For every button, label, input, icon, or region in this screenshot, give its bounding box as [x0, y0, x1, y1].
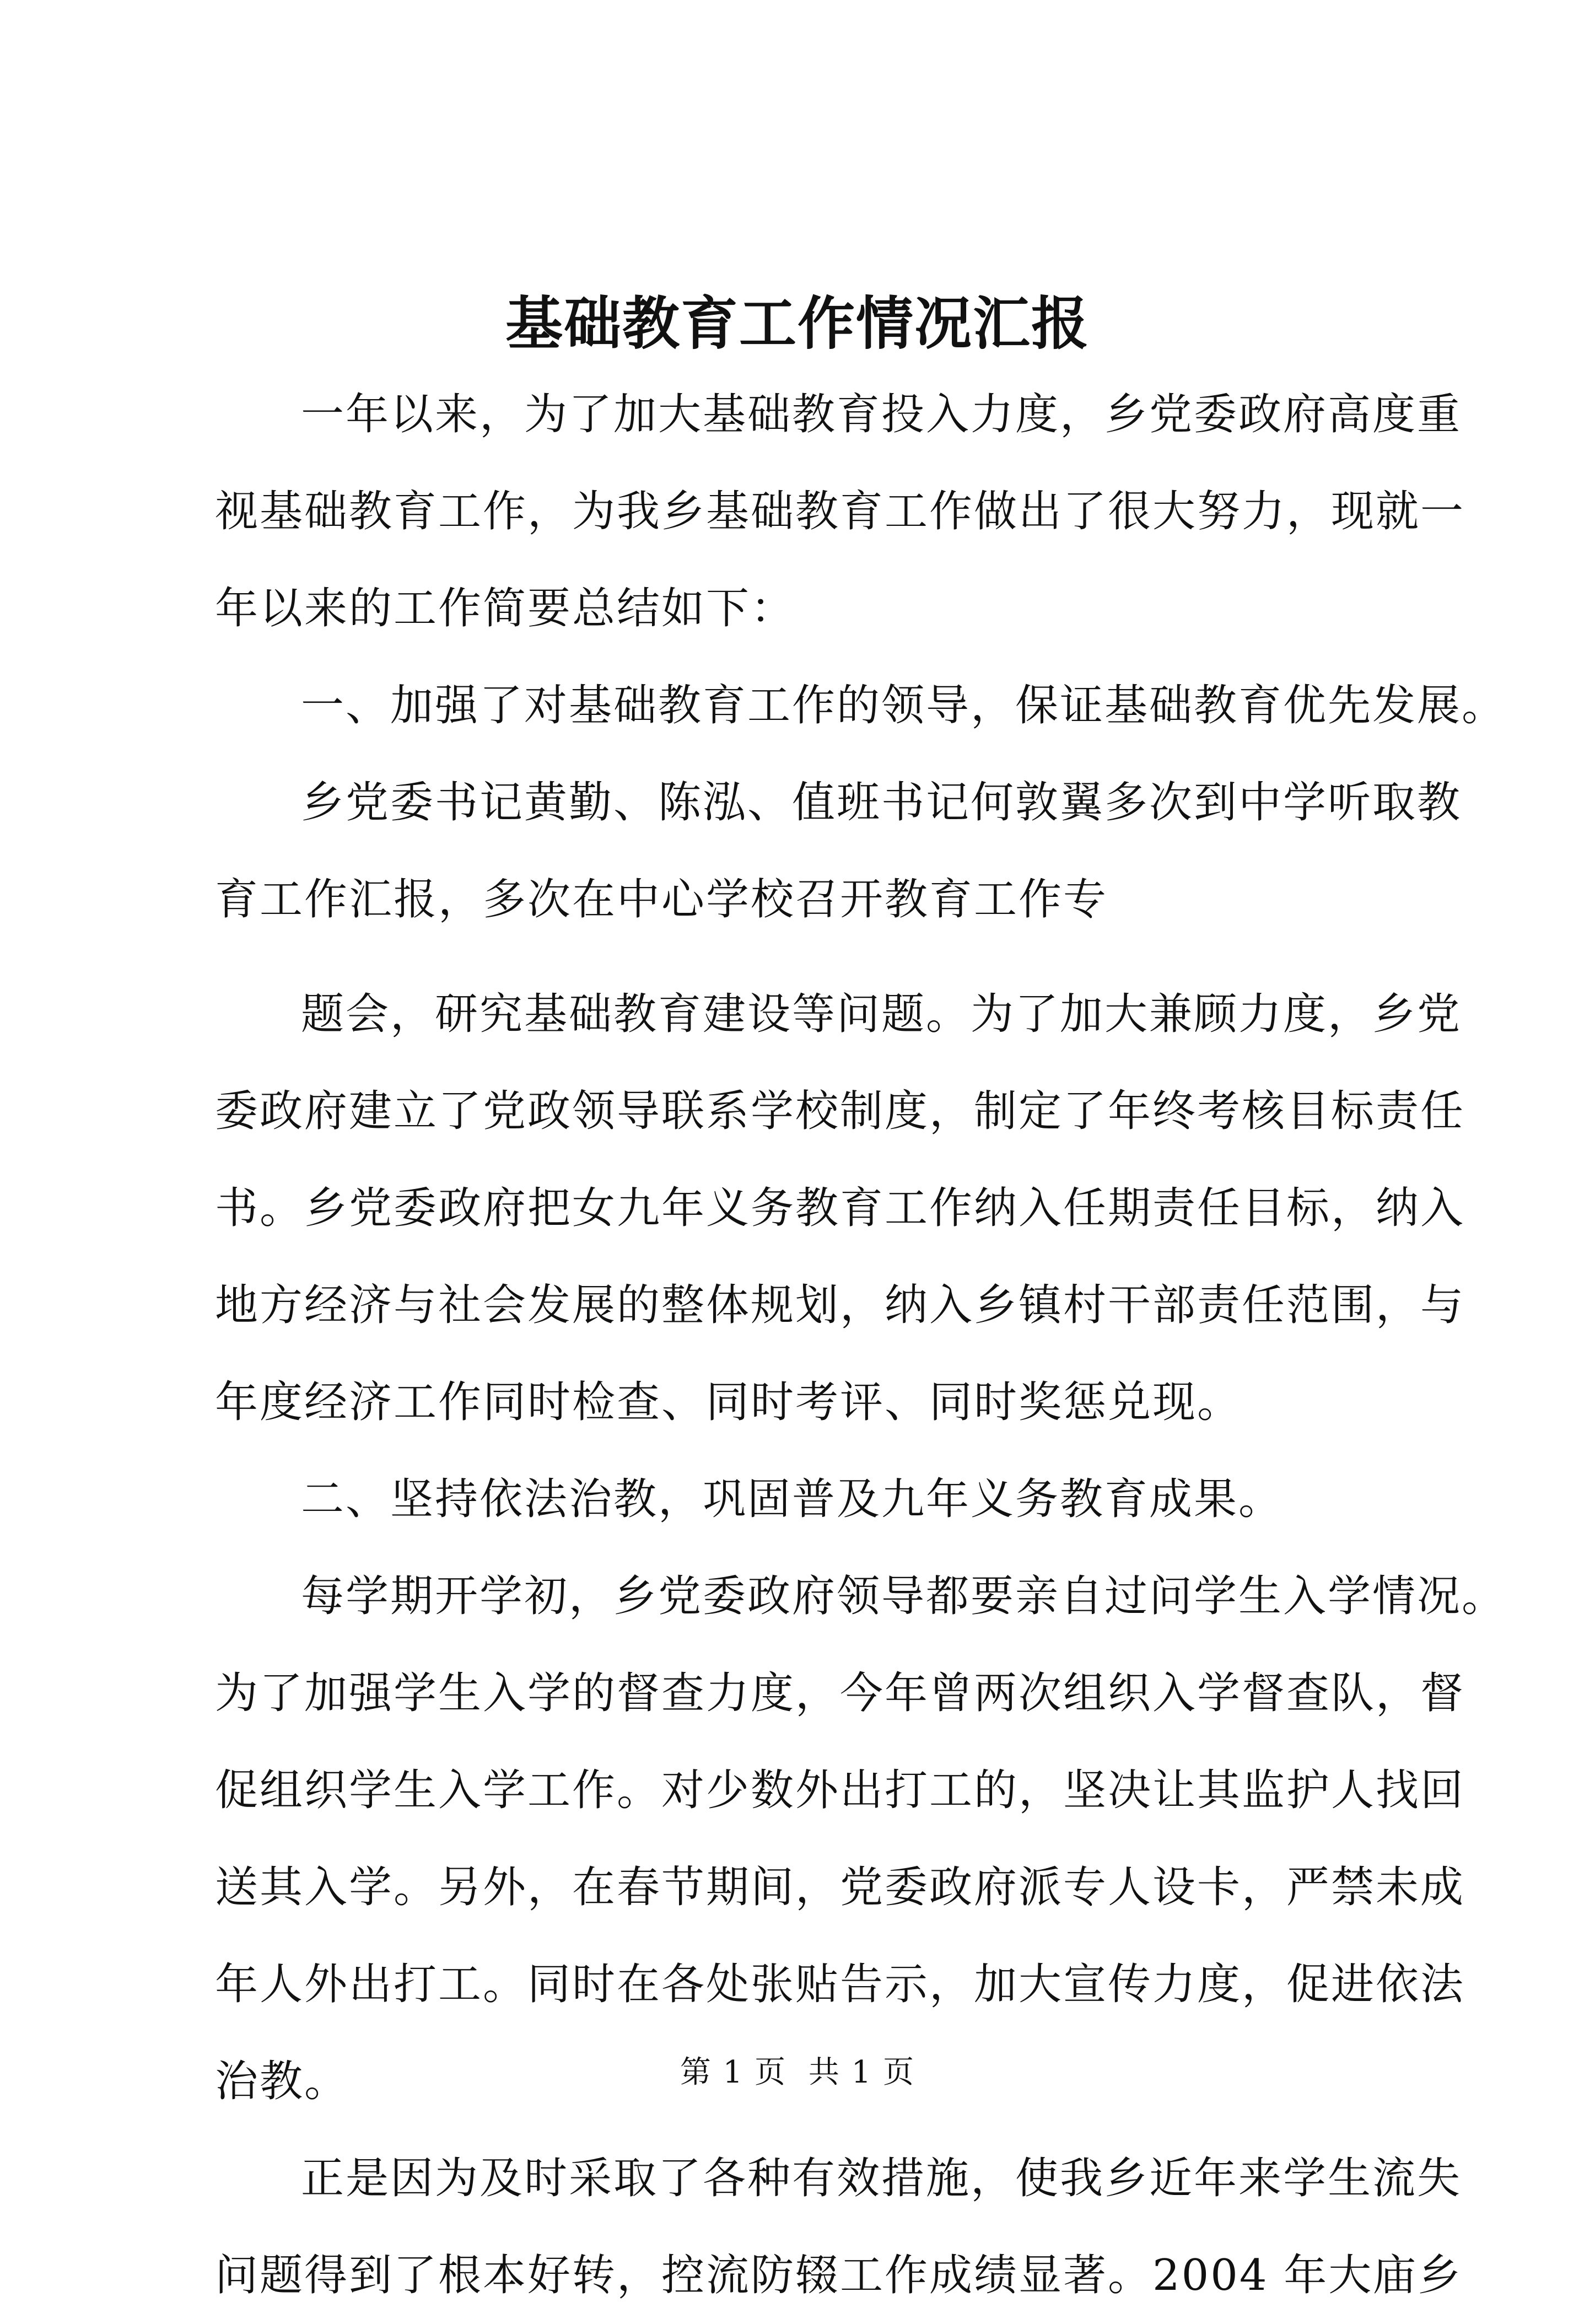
paragraph-line: 每学期开学初，乡党委政府领导都要亲自过问学生入学情况。: [301, 1572, 1507, 1621]
paragraph-line: 为了加强学生入学的督查力度，今年曾两次组织入学督查队，督: [215, 1669, 1465, 1718]
section-heading-2: 二、坚持依法治教，巩固普及九年义务教育成果。: [301, 1475, 1284, 1524]
paragraph-line: 年以来的工作简要总结如下：: [215, 584, 796, 633]
paragraph-line: 视基础教育工作，为我乡基础教育工作做出了很大努力，现就一: [215, 487, 1465, 536]
paragraph-line: 正是因为及时采取了各种有效措施，使我乡近年来学生流失: [301, 2154, 1462, 2203]
page-footer: [0, 2051, 1595, 2095]
paragraph-line: 治教。: [215, 2057, 349, 2106]
paragraph-line: 年度经济工作同时检查、同时考评、同时奖惩兑现。: [215, 1378, 1242, 1427]
paragraph-line: 送其入学。另外，在春节期间，党委政府派专人设卡，严禁未成: [215, 1863, 1465, 1912]
paragraph-line: 问题得到了根本好转，控流防辍工作成绩显著。2004 年大庙乡: [215, 2251, 1463, 2300]
paragraph-line: 一年以来，为了加大基础教育投入力度，乡党委政府高度重: [301, 390, 1462, 439]
paragraph-line: 书。乡党委政府把女九年义务教育工作纳入任期责任目标，纳入: [215, 1183, 1465, 1233]
paragraph-line: 题会，研究基础教育建设等问题。为了加大兼顾力度，乡党: [301, 989, 1462, 1039]
paragraph-line: 年人外出打工。同时在各处张贴告示，加大宣传力度，促进依法: [215, 1960, 1465, 2009]
paragraph-line: 乡党委书记黄勤、陈泓、值班书记何敦翼多次到中学听取教: [301, 778, 1462, 827]
document-title: 基础教育工作情况汇报: [505, 289, 1090, 357]
document-body: [215, 366, 1507, 2324]
paragraph-line: 委政府建立了党政领导联系学校制度，制定了年终考核目标责任: [215, 1086, 1465, 1136]
page-total: 共 1 页: [808, 2054, 915, 2090]
paragraph-line: 地方经济与社会发展的整体规划，纳入乡镇村干部责任范围，与: [215, 1281, 1465, 1330]
section-heading-1: 一、加强了对基础教育工作的领导，保证基础教育优先发展。: [301, 681, 1507, 730]
paragraph-line: 育工作汇报，多次在中心学校召开教育工作专: [215, 875, 1108, 924]
paragraph-line: 促组织学生入学工作。对少数外出打工的，坚决让其监护人找回: [215, 1766, 1465, 1815]
page-number: 第 1 页: [680, 2054, 787, 2090]
